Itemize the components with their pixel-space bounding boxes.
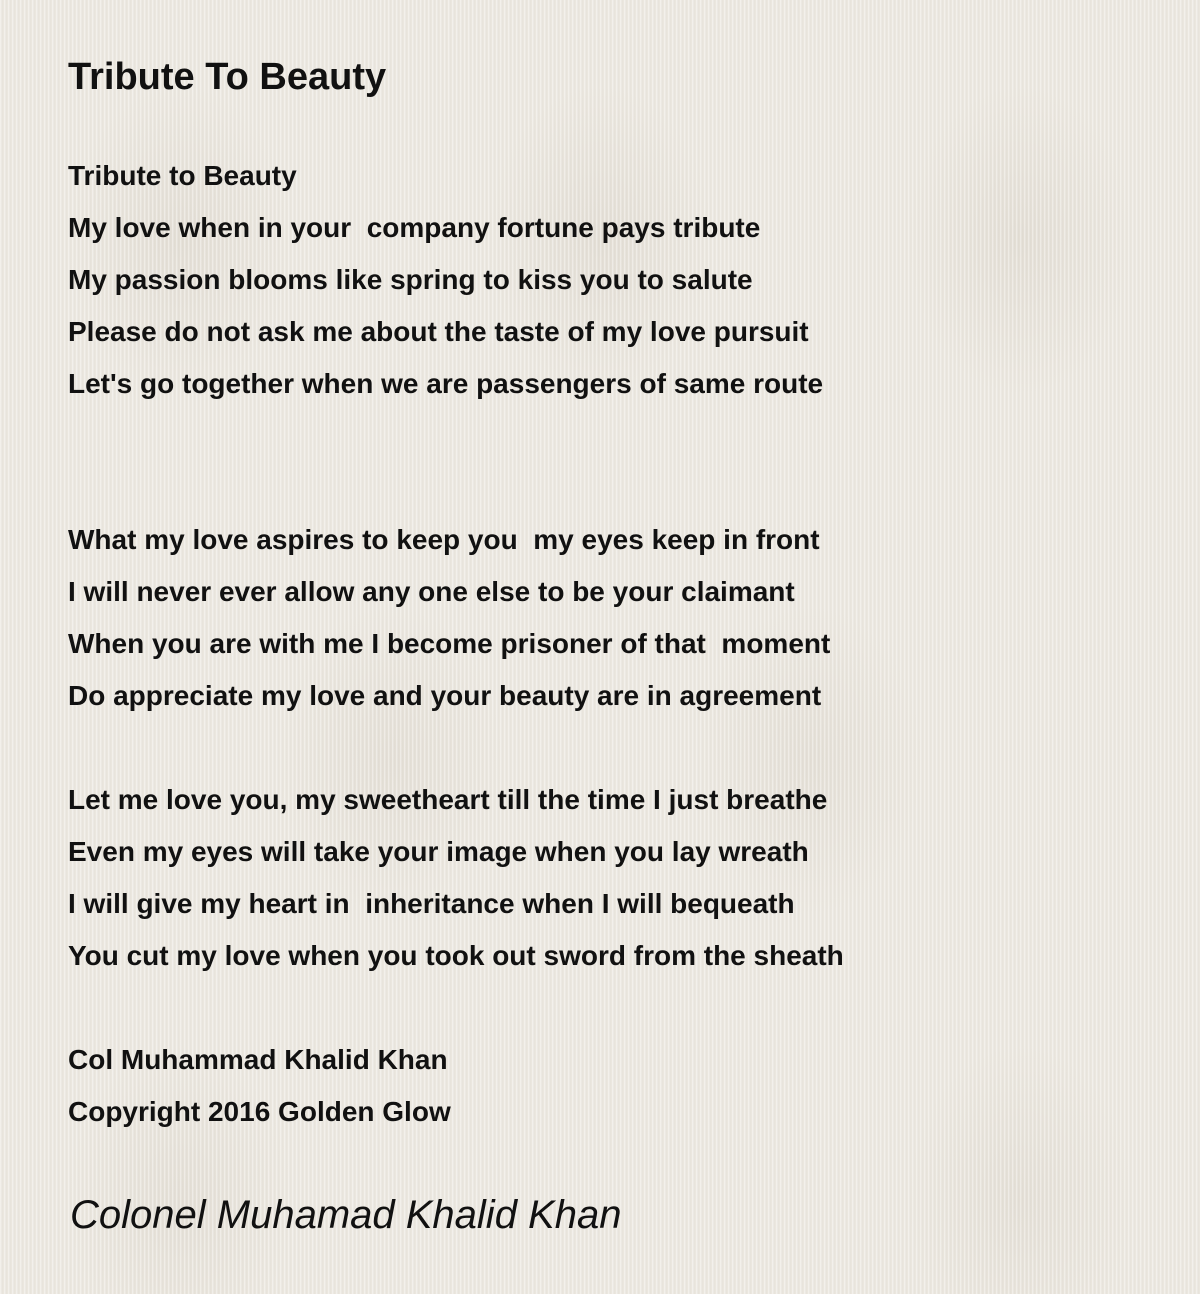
copyright-line: Copyright 2016 Golden Glow <box>68 1096 451 1127</box>
poem-line: My passion blooms like spring to kiss you to salute <box>68 264 753 295</box>
poem-line: Let's go together when we are passengers of same route <box>68 368 824 399</box>
poem-line: I will never ever allow any one else to be your claimant <box>68 576 795 607</box>
poem-line: Please do not ask me about the taste of my love pursuit <box>68 316 809 347</box>
credits-block <box>68 1034 1168 1138</box>
poem-line: Tribute to Beauty <box>68 160 297 191</box>
poem-line: I will give my heart in inheritance when I will bequeath <box>68 888 795 919</box>
poem-line: What my love aspires to keep you my eyes keep in front <box>68 524 820 555</box>
poem-line: When you are with me I become prisoner of that moment <box>68 628 831 659</box>
poem-line: Let me love you, my sweetheart till the time I just breathe <box>68 784 828 815</box>
poem-line: Even my eyes will take your image when you lay wreath <box>68 836 809 867</box>
stanza-1 <box>68 150 1168 410</box>
poem-title: Tribute To Beauty <box>68 56 387 98</box>
author-signature: Colonel Muhamad Khalid Khan <box>70 1193 622 1237</box>
stanza-3 <box>68 774 1168 982</box>
poem-line: My love when in your company fortune pays tribute <box>68 212 761 243</box>
poem-line: You cut my love when you took out sword from the sheath <box>68 940 844 971</box>
stanza-2 <box>68 514 1168 722</box>
poem-line: Do appreciate my love and your beauty are in agreement <box>68 680 822 711</box>
credit-author-line: Col Muhammad Khalid Khan <box>68 1044 448 1075</box>
poem-body <box>68 150 1168 1138</box>
